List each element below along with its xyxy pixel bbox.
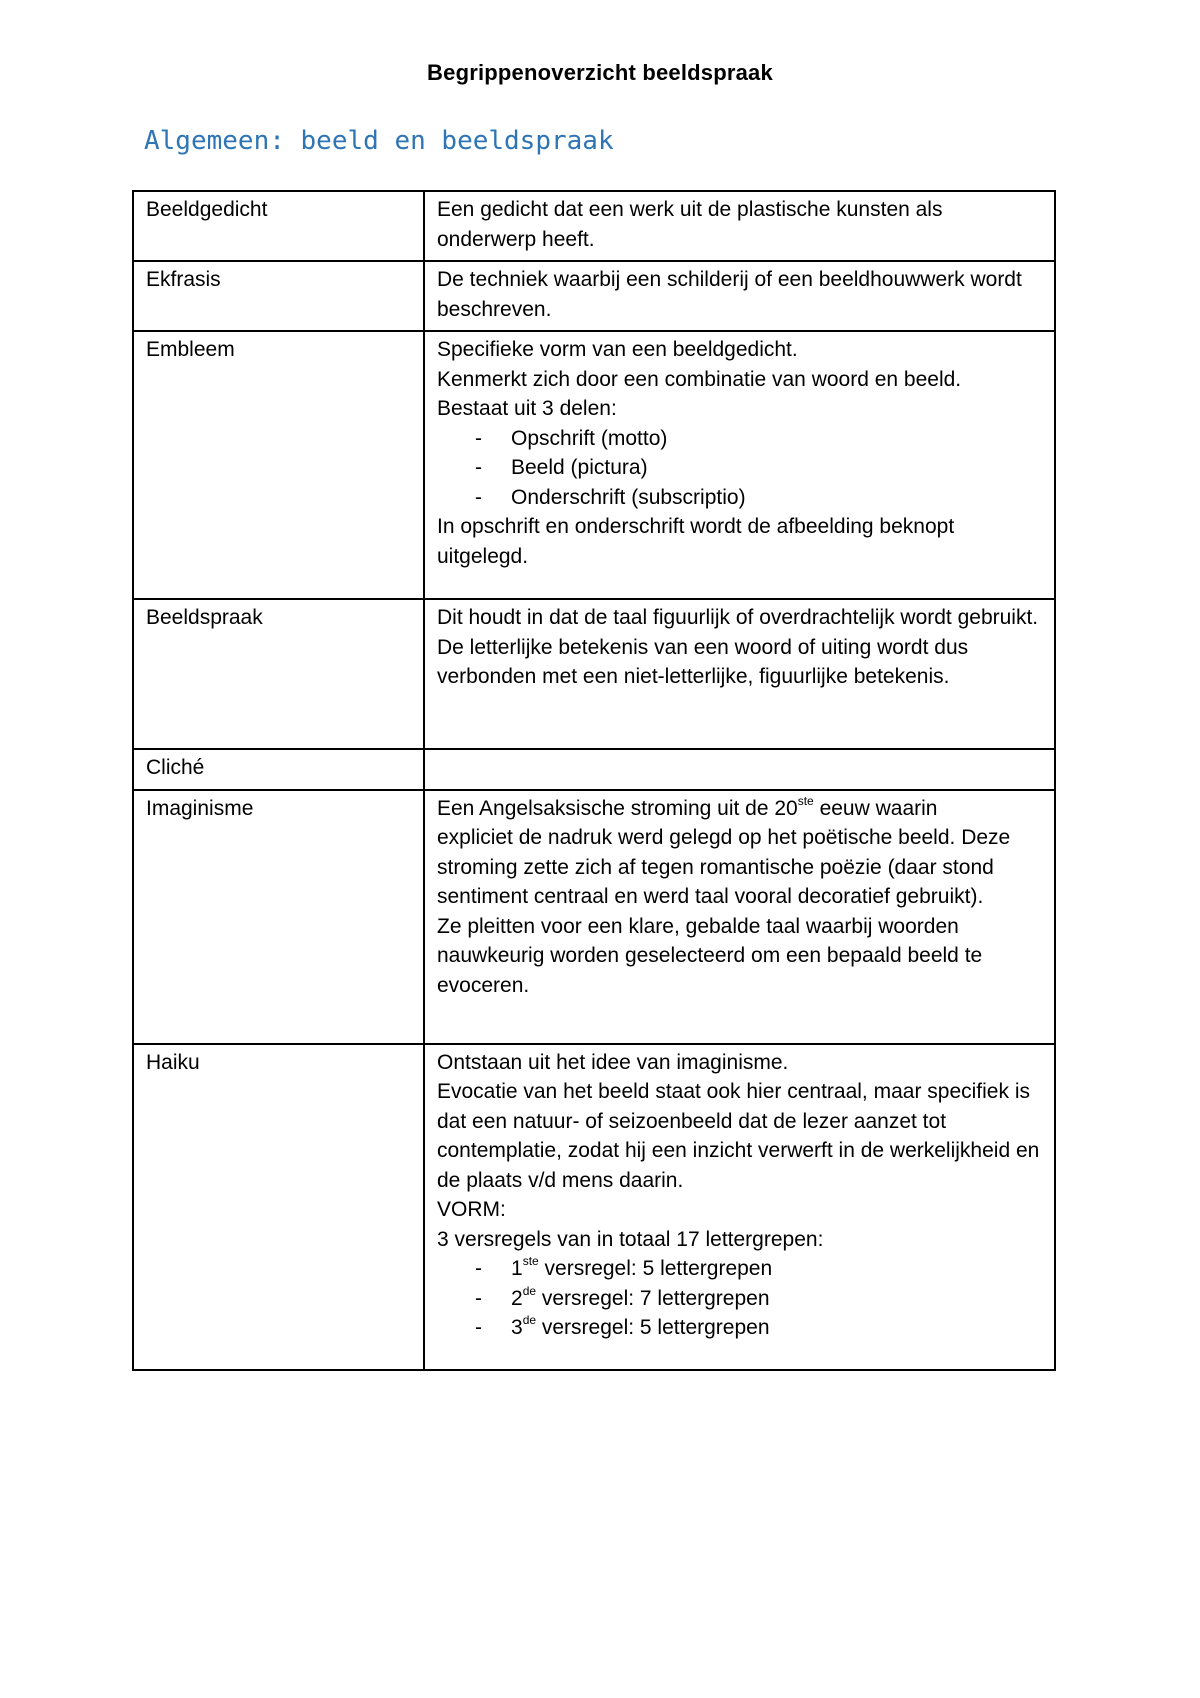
list-item: - 3de versregel: 5 lettergrepen: [437, 1313, 1044, 1343]
definition-line: Ze pleitten voor een klare, gebalde taal waarbij woorden nauwkeurig worden geselecteerd om een bepaald beeld te evoceren.: [437, 914, 983, 997]
definition-line: expliciet de nadruk werd gelegd op het poëtische beeld. Deze stroming zette zich af tegen romantische poëzie (daar stond sentiment centraal en werd taal vooral decoratief gebruikt).: [437, 826, 1011, 908]
table-row: [133, 1044, 1055, 1370]
list-marker: -: [475, 426, 482, 450]
definition-line: Specifieke vorm van een beeldgedicht.: [437, 338, 798, 361]
list-item: - Onderschrift (subscriptio): [437, 483, 1044, 513]
definition-cell: [424, 191, 1055, 261]
definition-cell: [424, 331, 1055, 599]
definition-cell: [424, 599, 1055, 749]
definition-line: VORM:: [437, 1198, 506, 1221]
list-marker: -: [475, 1286, 482, 1310]
list-marker: -: [475, 456, 482, 479]
table-row: [133, 261, 1055, 331]
definition-cell: [424, 790, 1055, 1044]
document-title: Begrippenoverzicht beeldspraak: [427, 60, 773, 85]
term-cell: Haiku: [133, 1044, 424, 1370]
definition-line: 3 versregels van in totaal 17 lettergrepen:: [437, 1227, 824, 1251]
list-item: - Beeld (pictura): [437, 453, 1044, 483]
definition-line: Ontstaan uit het idee van imaginisme.: [437, 1050, 789, 1074]
list-item: - 2de versregel: 7 lettergrepen: [437, 1284, 1044, 1314]
definition-line: Een Angelsaksische stroming uit de 20ste eeuw waarin: [437, 793, 938, 820]
definition-cell: [424, 749, 1055, 790]
table-row: [133, 790, 1055, 1044]
table-row: [133, 331, 1055, 599]
term-cell: Beeldspraak: [133, 599, 424, 749]
definition-line: De techniek waarbij een schilderij of een beeldhouwwerk wordt beschreven.: [437, 268, 1022, 321]
table-row: [133, 749, 1055, 790]
definition-line: Kenmerkt zich door een combinatie van woord en beeld.: [437, 367, 962, 391]
definition-cell: [424, 1044, 1055, 1370]
term-cell: Imaginisme: [133, 790, 424, 1044]
table-row: [133, 191, 1055, 261]
terms-table: [132, 190, 1056, 1371]
definition-line: Een gedicht dat een werk uit de plastische kunsten als onderwerp heeft.: [437, 198, 943, 251]
definition-line: In opschrift en onderschrift wordt de afbeelding beknopt uitgelegd.: [437, 515, 955, 568]
definition-line: Evocatie van het beeld staat ook hier centraal, maar specifiek is dat een natuur- of seizoenbeeld dat de lezer aanzet tot contemplatie, zodat hij een inzicht verwerft in de werkelijkheid en de plaats v/d mens daarin.: [437, 1080, 1040, 1192]
table-row: [133, 599, 1055, 749]
list-marker: -: [475, 1316, 482, 1339]
definition-line: Bestaat uit 3 delen:: [437, 397, 617, 420]
list-marker: -: [475, 1257, 482, 1280]
definition-line: Dit houdt in dat de taal figuurlijk of overdrachtelijk wordt gebruikt.: [437, 606, 1039, 629]
term-cell: Embleem: [133, 331, 424, 599]
definition-line: De letterlijke betekenis van een woord of uiting wordt dus verbonden met een niet-letterlijke, figuurlijke betekenis.: [437, 635, 969, 688]
section-heading: Algemeen: beeld en beeldspraak: [144, 126, 614, 156]
list-marker: -: [475, 485, 482, 509]
term-cell: Beeldgedicht: [133, 191, 424, 261]
definition-cell: [424, 261, 1055, 331]
list-item: - Opschrift (motto): [437, 424, 1044, 454]
list-item: - 1ste versregel: 5 lettergrepen: [437, 1254, 1044, 1284]
term-cell: Cliché: [133, 749, 424, 790]
term-cell: Ekfrasis: [133, 261, 424, 331]
